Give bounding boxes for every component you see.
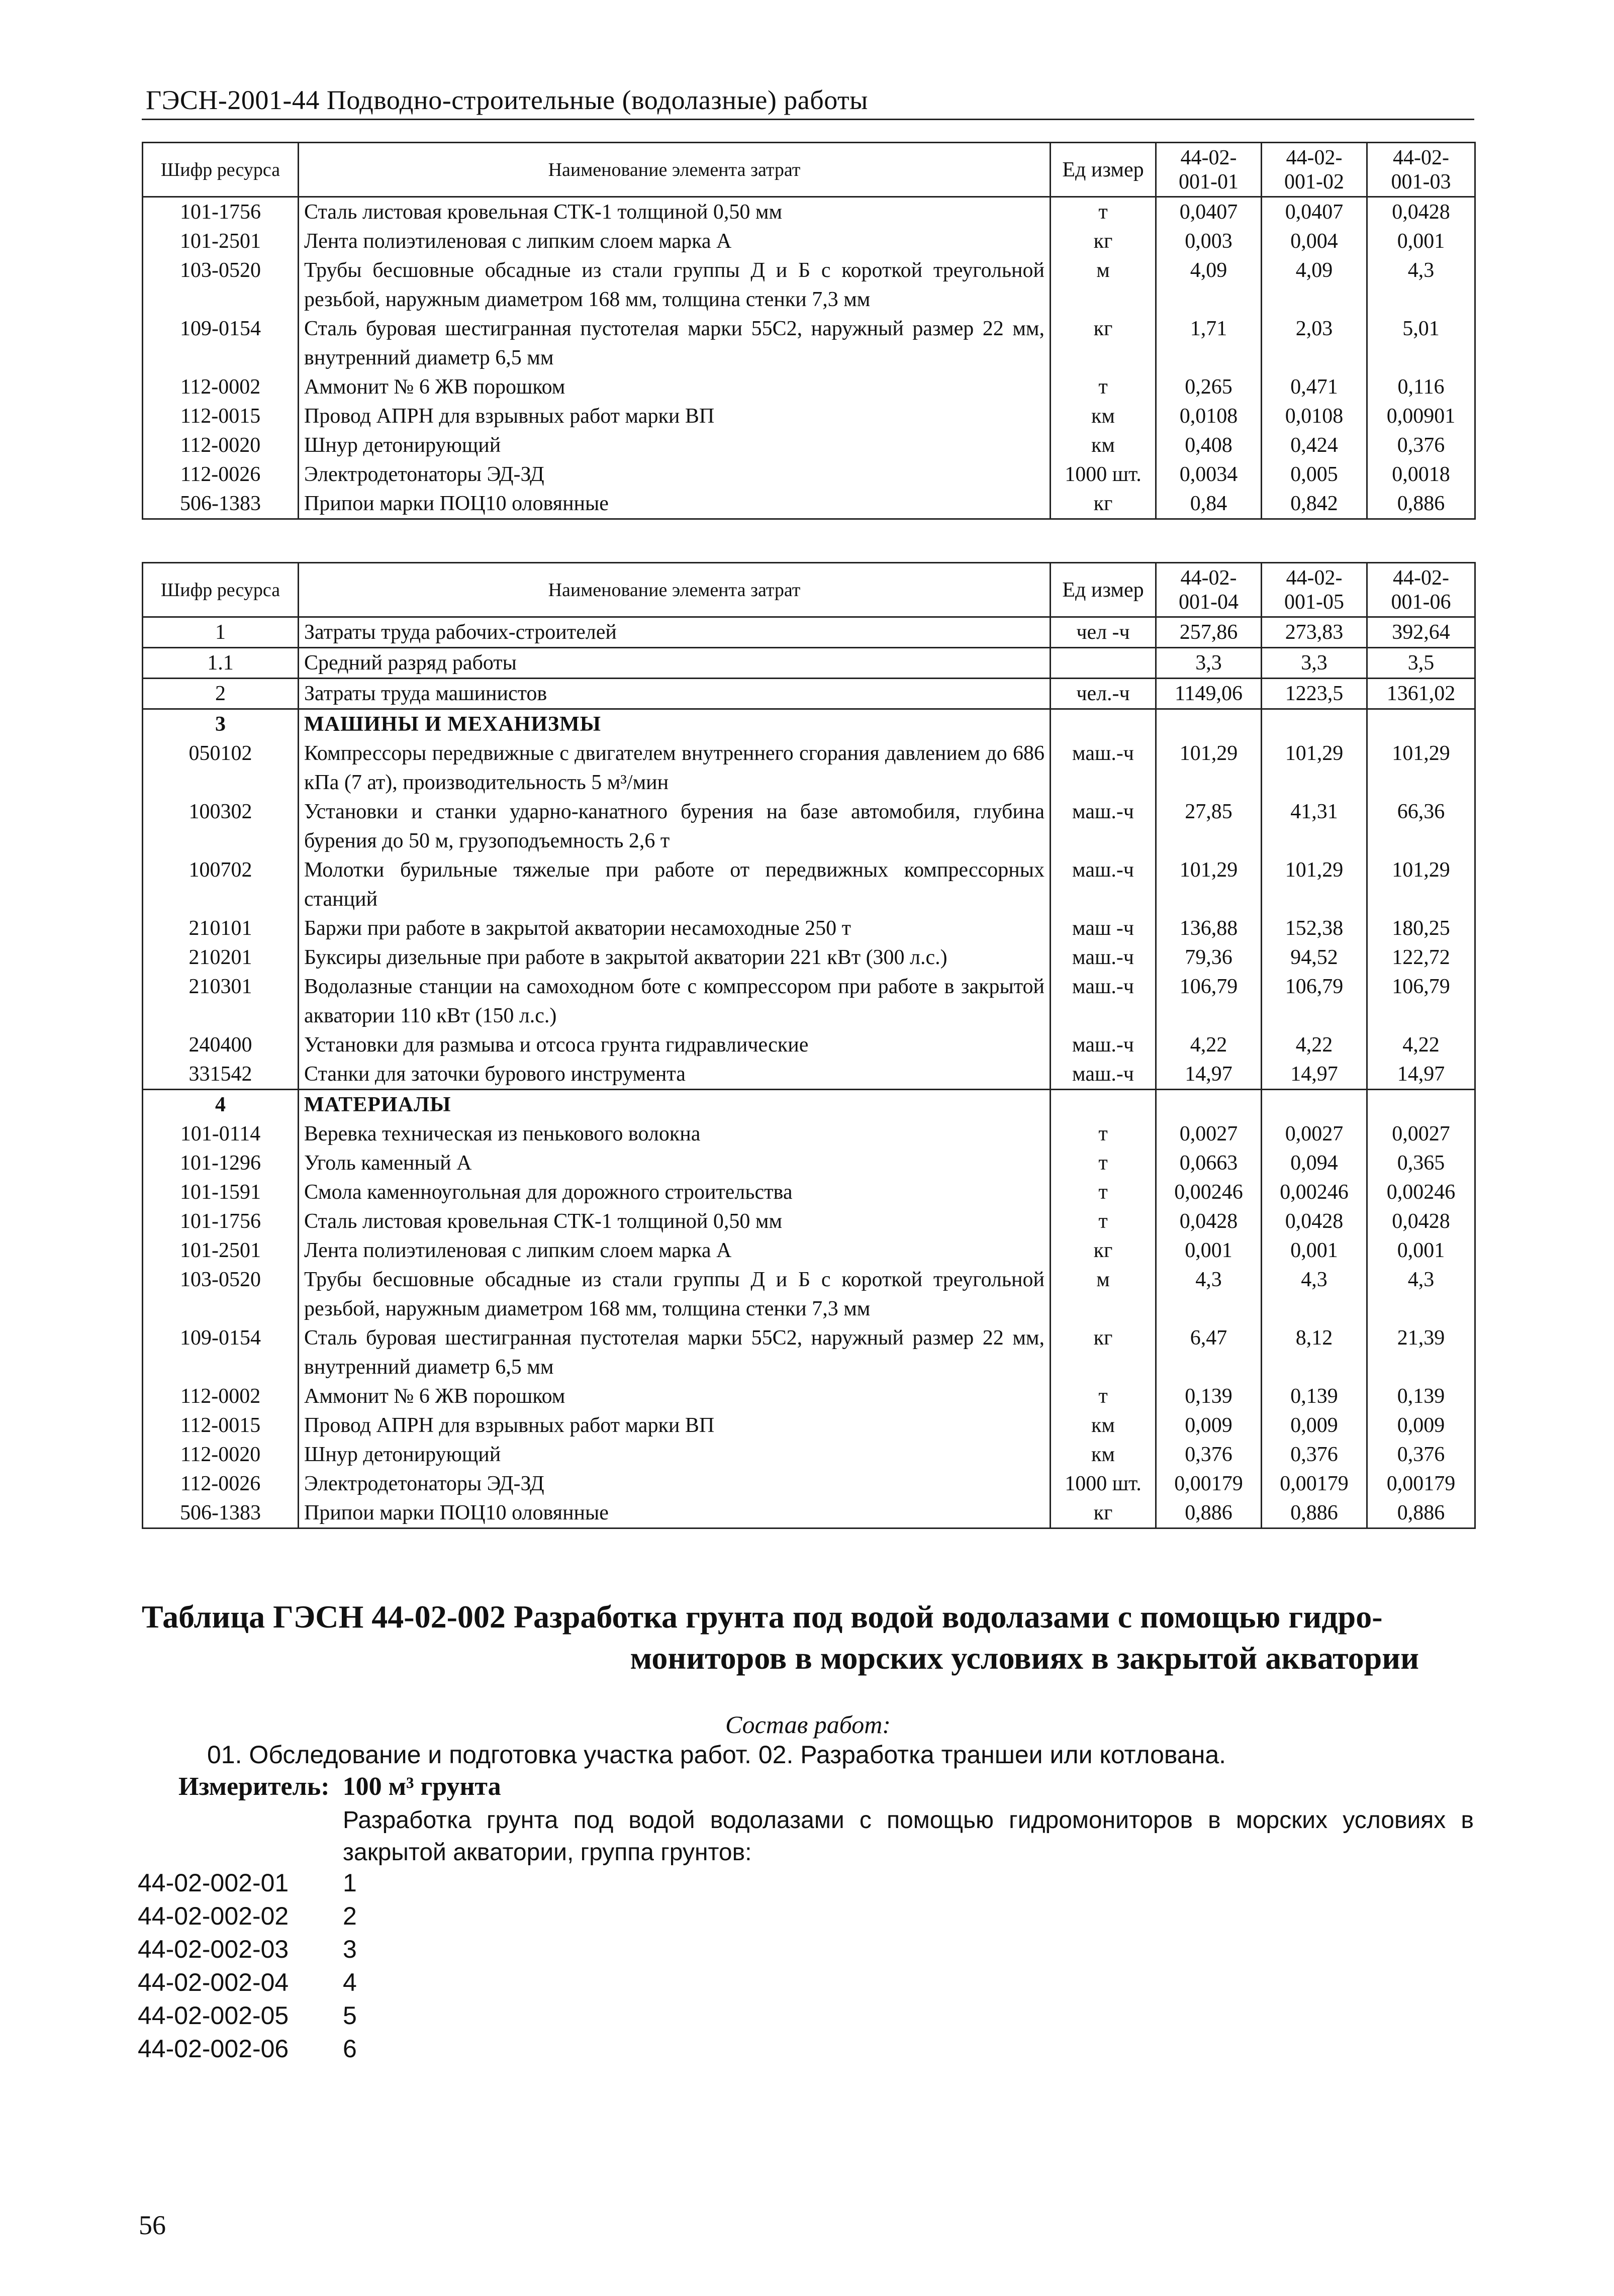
table-row bbox=[143, 372, 1475, 402]
table-row bbox=[143, 1207, 1475, 1236]
resource-value: 0,365 bbox=[1367, 1149, 1475, 1178]
resource-value: 0,0027 bbox=[1156, 1119, 1262, 1149]
resource-value: 0,886 bbox=[1156, 1498, 1262, 1528]
resource-unit: т bbox=[1051, 372, 1156, 402]
resource-unit: кг bbox=[1051, 489, 1156, 519]
resource-name: Трубы бесшовные обсадные из стали группы Д и Б с короткой треугольной резьбой, наружным диаметром 168 мм, толщина стенки 7,3 мм bbox=[299, 1265, 1051, 1323]
resource-code: 1.1 bbox=[143, 648, 299, 679]
resource-value: 106,79 bbox=[1262, 972, 1367, 1030]
resource-table-2 bbox=[142, 562, 1476, 1529]
resource-code: 331542 bbox=[143, 1060, 299, 1090]
table-row bbox=[143, 402, 1475, 431]
resource-value: 3,3 bbox=[1262, 648, 1367, 679]
table-row bbox=[143, 1498, 1475, 1528]
resource-value: 0,094 bbox=[1262, 1149, 1367, 1178]
resource-unit: т bbox=[1051, 1178, 1156, 1207]
resource-value: 0,0428 bbox=[1262, 1207, 1367, 1236]
norm-group: 3 bbox=[343, 1935, 357, 1963]
resource-code: 112-0002 bbox=[143, 1382, 299, 1411]
resource-code: 103-0520 bbox=[143, 1265, 299, 1323]
page-header-title: ГЭСН-2001-44 Подводно-строительные (водолазные) работы bbox=[146, 85, 868, 115]
norm-group: 4 bbox=[343, 1968, 357, 1996]
resource-code: 1 bbox=[143, 617, 299, 648]
norm-row bbox=[138, 1933, 357, 1966]
resource-unit: т bbox=[1051, 1382, 1156, 1411]
resource-value: 0,0018 bbox=[1367, 460, 1475, 489]
table-row bbox=[143, 227, 1475, 256]
resource-unit: маш.-ч bbox=[1051, 1030, 1156, 1060]
norm-row bbox=[138, 1866, 357, 1899]
resource-unit: т bbox=[1051, 1149, 1156, 1178]
resource-code: 3 bbox=[143, 709, 299, 739]
col-header-norm: 44-02- 001-05 bbox=[1262, 563, 1367, 617]
resource-code: 109-0154 bbox=[143, 314, 299, 372]
resource-value: 0,139 bbox=[1156, 1382, 1262, 1411]
resource-value: 21,39 bbox=[1367, 1323, 1475, 1382]
header-rule bbox=[142, 119, 1474, 120]
resource-name: Лента полиэтиленовая с липким слоем марка А bbox=[299, 1236, 1051, 1265]
resource-value: 4,3 bbox=[1367, 1265, 1475, 1323]
resource-value: 0,0108 bbox=[1156, 402, 1262, 431]
norm-code: 44-02-002-06 bbox=[138, 2035, 289, 2063]
table-row bbox=[143, 648, 1475, 679]
resource-value: 6,47 bbox=[1156, 1323, 1262, 1382]
resource-value: 4,3 bbox=[1367, 256, 1475, 314]
resource-name: Компрессоры передвижные с двигателем внутреннего сгорания давлением до 686 кПа (7 ат), производительность 5 м³/мин bbox=[299, 739, 1051, 797]
resource-value: 0,001 bbox=[1262, 1236, 1367, 1265]
resource-value: 14,97 bbox=[1262, 1060, 1367, 1090]
resource-value: 4,3 bbox=[1156, 1265, 1262, 1323]
table-row bbox=[143, 489, 1475, 519]
resource-name: Молотки бурильные тяжелые при работе от передвижных компрессорных станций bbox=[299, 855, 1051, 914]
resource-value: 0,0428 bbox=[1367, 1207, 1475, 1236]
resource-value: 392,64 bbox=[1367, 617, 1475, 648]
resource-value: 3,5 bbox=[1367, 648, 1475, 679]
resource-code: 112-0015 bbox=[143, 402, 299, 431]
resource-value: 0,009 bbox=[1262, 1411, 1367, 1440]
resource-unit: т bbox=[1051, 1119, 1156, 1149]
resource-code: 103-0520 bbox=[143, 256, 299, 314]
resource-value: 0,004 bbox=[1262, 227, 1367, 256]
col-header-norm: 44-02- 001-01 bbox=[1156, 143, 1262, 197]
resource-value: 122,72 bbox=[1367, 943, 1475, 972]
resource-value: 0,84 bbox=[1156, 489, 1262, 519]
resource-value: 14,97 bbox=[1156, 1060, 1262, 1090]
table-row bbox=[143, 256, 1475, 314]
resource-value: 0,842 bbox=[1262, 489, 1367, 519]
resource-value: 0,00246 bbox=[1156, 1178, 1262, 1207]
norm-row bbox=[138, 2032, 357, 2065]
resource-name: Водолазные станции на самоходном боте с компрессором при работе в закрытой акватории 110 кВт (150 л.с.) bbox=[299, 972, 1051, 1030]
resource-unit bbox=[1051, 1090, 1156, 1120]
section-title-line1: Таблица ГЭСН 44-02-002 Разработка грунта под водой водолазами с помощью гидро- bbox=[142, 1599, 1383, 1635]
resource-code: 506-1383 bbox=[143, 1498, 299, 1528]
norm-code: 44-02-002-05 bbox=[138, 2001, 289, 2030]
resource-name: Веревка техническая из пенькового волокна bbox=[299, 1119, 1051, 1149]
resource-unit: 1000 шт. bbox=[1051, 1469, 1156, 1498]
measure-value: 100 м³ грунта bbox=[342, 1772, 501, 1801]
table-row bbox=[143, 1030, 1475, 1060]
resource-name: Буксиры дизельные при работе в закрытой акватории 221 кВт (300 л.с.) bbox=[299, 943, 1051, 972]
table-row bbox=[143, 197, 1475, 227]
table-row bbox=[143, 1469, 1475, 1498]
table-row bbox=[143, 314, 1475, 372]
resource-code: 112-0020 bbox=[143, 1440, 299, 1469]
resource-unit: маш.-ч bbox=[1051, 1060, 1156, 1090]
resource-value: 0,0027 bbox=[1262, 1119, 1367, 1149]
norm-code: 44-02-002-03 bbox=[138, 1935, 289, 1963]
resource-name: Провод АПРН для взрывных работ марки ВП bbox=[299, 1411, 1051, 1440]
resource-value: 0,116 bbox=[1367, 372, 1475, 402]
resource-name: МАШИНЫ И МЕХАНИЗМЫ bbox=[299, 709, 1051, 739]
resource-unit: маш.-ч bbox=[1051, 972, 1156, 1030]
resource-code: 101-2501 bbox=[143, 1236, 299, 1265]
resource-value: 0,886 bbox=[1367, 489, 1475, 519]
resource-code: 210201 bbox=[143, 943, 299, 972]
resource-name: Сталь буровая шестигранная пустотелая марки 55С2, наружный размер 22 мм, внутренний диаметр 6,5 мм bbox=[299, 1323, 1051, 1382]
resource-unit bbox=[1051, 648, 1156, 679]
norm-group: 5 bbox=[343, 2001, 357, 2030]
resource-name: Установки для размыва и отсоса грунта гидравлические bbox=[299, 1030, 1051, 1060]
resource-value: 0,471 bbox=[1262, 372, 1367, 402]
resource-value: 0,0407 bbox=[1156, 197, 1262, 227]
resource-code: 100702 bbox=[143, 855, 299, 914]
resource-value: 0,424 bbox=[1262, 431, 1367, 460]
resource-code: 101-2501 bbox=[143, 227, 299, 256]
resource-value: 4,09 bbox=[1262, 256, 1367, 314]
resource-unit: маш.-ч bbox=[1051, 855, 1156, 914]
resource-value: 0,00246 bbox=[1262, 1178, 1367, 1207]
table-row bbox=[143, 1060, 1475, 1090]
resource-code: 112-0002 bbox=[143, 372, 299, 402]
page-number: 56 bbox=[139, 2210, 166, 2240]
table-row bbox=[143, 1411, 1475, 1440]
resource-value: 273,83 bbox=[1262, 617, 1367, 648]
resource-value: 4,22 bbox=[1262, 1030, 1367, 1060]
table-row bbox=[143, 1323, 1475, 1382]
resource-name: Средний разряд работы bbox=[299, 648, 1051, 679]
resource-value: 0,0108 bbox=[1262, 402, 1367, 431]
table-row bbox=[143, 855, 1475, 914]
resource-name: Электродетонаторы ЭД-ЗД bbox=[299, 1469, 1051, 1498]
resource-value: 0,886 bbox=[1262, 1498, 1367, 1528]
resource-unit: кг bbox=[1051, 1323, 1156, 1382]
resource-name: Электродетонаторы ЭД-ЗД bbox=[299, 460, 1051, 489]
table-row bbox=[143, 1090, 1475, 1120]
table-row bbox=[143, 797, 1475, 855]
resource-name: Припои марки ПОЦ10 оловянные bbox=[299, 1498, 1051, 1528]
col-header-norm: 44-02- 001-03 bbox=[1367, 143, 1475, 197]
resource-code: 101-1756 bbox=[143, 197, 299, 227]
resource-name: Уголь каменный А bbox=[299, 1149, 1051, 1178]
resource-name: Припои марки ПОЦ10 оловянные bbox=[299, 489, 1051, 519]
resource-value: 0,0407 bbox=[1262, 197, 1367, 227]
resource-code: 210301 bbox=[143, 972, 299, 1030]
col-header-unit: Ед измер bbox=[1051, 563, 1156, 617]
resource-value: 1223,5 bbox=[1262, 679, 1367, 709]
resource-code: 506-1383 bbox=[143, 489, 299, 519]
resource-unit bbox=[1051, 709, 1156, 739]
resource-value: 0,00901 bbox=[1367, 402, 1475, 431]
resource-unit: 1000 шт. bbox=[1051, 460, 1156, 489]
resource-value: 0,139 bbox=[1367, 1382, 1475, 1411]
measure-label: Измеритель: bbox=[178, 1772, 330, 1801]
resource-unit: чел.-ч bbox=[1051, 679, 1156, 709]
resource-name: Шнур детонирующий bbox=[299, 431, 1051, 460]
resource-value: 4,22 bbox=[1156, 1030, 1262, 1060]
resource-value: 0,0027 bbox=[1367, 1119, 1475, 1149]
resource-value: 0,001 bbox=[1367, 227, 1475, 256]
resource-unit: км bbox=[1051, 402, 1156, 431]
resource-unit: кг bbox=[1051, 1236, 1156, 1265]
resource-value: 136,88 bbox=[1156, 914, 1262, 943]
resource-code: 2 bbox=[143, 679, 299, 709]
resource-code: 101-0114 bbox=[143, 1119, 299, 1149]
resource-value: 0,408 bbox=[1156, 431, 1262, 460]
resource-name: Установки и станки ударно-канатного бурения на базе автомобиля, глубина бурения до 50 м, грузоподъемность 2,6 т bbox=[299, 797, 1051, 855]
resource-value: 0,009 bbox=[1367, 1411, 1475, 1440]
col-header-code: Шифр ресурса bbox=[143, 143, 299, 197]
resource-value bbox=[1262, 1090, 1367, 1120]
resource-code: 112-0015 bbox=[143, 1411, 299, 1440]
resource-name: Трубы бесшовные обсадные из стали группы Д и Б с короткой треугольной резьбой, наружным диаметром 168 мм, толщина стенки 7,3 мм bbox=[299, 256, 1051, 314]
table-row bbox=[143, 972, 1475, 1030]
resource-value: 0,886 bbox=[1367, 1498, 1475, 1528]
resource-value: 79,36 bbox=[1156, 943, 1262, 972]
composition-text: 01. Обследование и подготовка участка работ. 02. Разработка траншеи или котлована. bbox=[207, 1741, 1226, 1769]
table-row bbox=[143, 914, 1475, 943]
resource-value: 0,0663 bbox=[1156, 1149, 1262, 1178]
resource-value: 0,001 bbox=[1367, 1236, 1475, 1265]
resource-value: 14,97 bbox=[1367, 1060, 1475, 1090]
table-row bbox=[143, 1382, 1475, 1411]
resource-unit: т bbox=[1051, 1207, 1156, 1236]
resource-value: 0,376 bbox=[1262, 1440, 1367, 1469]
table-row bbox=[143, 739, 1475, 797]
resource-value: 4,22 bbox=[1367, 1030, 1475, 1060]
resource-value: 27,85 bbox=[1156, 797, 1262, 855]
resource-name: Аммонит № 6 ЖВ порошком bbox=[299, 372, 1051, 402]
col-header-norm: 44-02- 001-06 bbox=[1367, 563, 1475, 617]
resource-unit: кг bbox=[1051, 314, 1156, 372]
col-header-name: Наименование элемента затрат bbox=[299, 143, 1051, 197]
resource-value bbox=[1367, 1090, 1475, 1120]
resource-value: 0,0034 bbox=[1156, 460, 1262, 489]
resource-value: 3,3 bbox=[1156, 648, 1262, 679]
table-row bbox=[143, 1265, 1475, 1323]
col-header-code: Шифр ресурса bbox=[143, 563, 299, 617]
resource-value: 180,25 bbox=[1367, 914, 1475, 943]
resource-value bbox=[1156, 1090, 1262, 1120]
resource-value: 152,38 bbox=[1262, 914, 1367, 943]
resource-value: 66,36 bbox=[1367, 797, 1475, 855]
resource-value: 101,29 bbox=[1262, 739, 1367, 797]
resource-name: Аммонит № 6 ЖВ порошком bbox=[299, 1382, 1051, 1411]
resource-name: Затраты труда машинистов bbox=[299, 679, 1051, 709]
resource-value: 101,29 bbox=[1156, 855, 1262, 914]
resource-code: 240400 bbox=[143, 1030, 299, 1060]
col-header-unit: Ед измер bbox=[1051, 143, 1156, 197]
norm-code: 44-02-002-02 bbox=[138, 1902, 289, 1930]
resource-code: 100302 bbox=[143, 797, 299, 855]
resource-value: 2,03 bbox=[1262, 314, 1367, 372]
table-row bbox=[143, 1440, 1475, 1469]
resource-code: 4 bbox=[143, 1090, 299, 1120]
resource-value: 101,29 bbox=[1367, 739, 1475, 797]
table-row bbox=[143, 709, 1475, 739]
resource-table-1 bbox=[142, 142, 1476, 520]
resource-value: 0,139 bbox=[1262, 1382, 1367, 1411]
resource-value: 0,00179 bbox=[1262, 1469, 1367, 1498]
resource-value: 0,0428 bbox=[1156, 1207, 1262, 1236]
resource-value: 106,79 bbox=[1367, 972, 1475, 1030]
col-header-norm: 44-02- 001-04 bbox=[1156, 563, 1262, 617]
col-header-name: Наименование элемента затрат bbox=[299, 563, 1051, 617]
resource-unit: м bbox=[1051, 256, 1156, 314]
resource-unit: чел -ч bbox=[1051, 617, 1156, 648]
resource-name: Лента полиэтиленовая с липким слоем марка А bbox=[299, 227, 1051, 256]
resource-unit: кг bbox=[1051, 1498, 1156, 1528]
resource-name: Провод АПРН для взрывных работ марки ВП bbox=[299, 402, 1051, 431]
table-row bbox=[143, 617, 1475, 648]
resource-value: 101,29 bbox=[1156, 739, 1262, 797]
resource-value: 101,29 bbox=[1367, 855, 1475, 914]
resource-value: 0,009 bbox=[1156, 1411, 1262, 1440]
resource-name: МАТЕРИАЛЫ bbox=[299, 1090, 1051, 1120]
norm-group: 6 bbox=[343, 2035, 357, 2063]
resource-value: 0,376 bbox=[1367, 1440, 1475, 1469]
resource-value: 8,12 bbox=[1262, 1323, 1367, 1382]
table-row bbox=[143, 1119, 1475, 1149]
resource-code: 050102 bbox=[143, 739, 299, 797]
table-row bbox=[143, 431, 1475, 460]
resource-unit: км bbox=[1051, 431, 1156, 460]
resource-value: 0,265 bbox=[1156, 372, 1262, 402]
resource-value: 0,00179 bbox=[1156, 1469, 1262, 1498]
resource-value bbox=[1367, 709, 1475, 739]
resource-name: Затраты труда рабочих-строителей bbox=[299, 617, 1051, 648]
resource-name: Шнур детонирующий bbox=[299, 1440, 1051, 1469]
measure-line bbox=[178, 1772, 501, 1801]
resource-code: 109-0154 bbox=[143, 1323, 299, 1382]
norm-row bbox=[138, 1899, 357, 1933]
resource-value: 4,3 bbox=[1262, 1265, 1367, 1323]
resource-unit: маш -ч bbox=[1051, 914, 1156, 943]
resource-value bbox=[1262, 709, 1367, 739]
table-row bbox=[143, 460, 1475, 489]
resource-code: 112-0026 bbox=[143, 1469, 299, 1498]
resource-value: 0,003 bbox=[1156, 227, 1262, 256]
norm-group: 2 bbox=[343, 1902, 357, 1930]
resource-value: 0,001 bbox=[1156, 1236, 1262, 1265]
norm-row bbox=[138, 1966, 357, 1999]
resource-code: 101-1591 bbox=[143, 1178, 299, 1207]
resource-name: Баржи при работе в закрытой акватории несамоходные 250 т bbox=[299, 914, 1051, 943]
norm-group: 1 bbox=[343, 1869, 357, 1897]
norm-list bbox=[138, 1866, 357, 2065]
resource-unit: маш.-ч bbox=[1051, 797, 1156, 855]
norm-code: 44-02-002-01 bbox=[138, 1869, 289, 1897]
resource-code: 101-1756 bbox=[143, 1207, 299, 1236]
resource-value: 1,71 bbox=[1156, 314, 1262, 372]
resource-value: 5,01 bbox=[1367, 314, 1475, 372]
table-row bbox=[143, 943, 1475, 972]
col-header-norm: 44-02- 001-02 bbox=[1262, 143, 1367, 197]
resource-value: 41,31 bbox=[1262, 797, 1367, 855]
resource-value: 257,86 bbox=[1156, 617, 1262, 648]
resource-value: 0,0428 bbox=[1367, 197, 1475, 227]
resource-value: 0,005 bbox=[1262, 460, 1367, 489]
resource-unit: кг bbox=[1051, 227, 1156, 256]
resource-unit: км bbox=[1051, 1411, 1156, 1440]
resource-unit: м bbox=[1051, 1265, 1156, 1323]
resource-code: 112-0020 bbox=[143, 431, 299, 460]
resource-unit: т bbox=[1051, 197, 1156, 227]
resource-name: Станки для заточки бурового инструмента bbox=[299, 1060, 1051, 1090]
resource-value: 0,00179 bbox=[1367, 1469, 1475, 1498]
resource-value: 4,09 bbox=[1156, 256, 1262, 314]
resource-value bbox=[1156, 709, 1262, 739]
resource-value: 101,29 bbox=[1262, 855, 1367, 914]
table-row bbox=[143, 1178, 1475, 1207]
resource-unit: маш.-ч bbox=[1051, 739, 1156, 797]
table-row bbox=[143, 679, 1475, 709]
resource-value: 0,00246 bbox=[1367, 1178, 1475, 1207]
resource-name: Сталь буровая шестигранная пустотелая марки 55С2, наружный размер 22 мм, внутренний диаметр 6,5 мм bbox=[299, 314, 1051, 372]
resource-name: Смола каменноугольная для дорожного строительства bbox=[299, 1178, 1051, 1207]
section-title-line2: мониторов в морских условиях в закрытой акватории bbox=[630, 1640, 1419, 1676]
resource-unit: км bbox=[1051, 1440, 1156, 1469]
norm-row bbox=[138, 1999, 357, 2032]
table-row bbox=[143, 1149, 1475, 1178]
resource-value: 106,79 bbox=[1156, 972, 1262, 1030]
table-row bbox=[143, 1236, 1475, 1265]
norm-description: Разработка грунта под водой водолазами с помощью гидромониторов в морских условиях в закрытой акватории, группа грунтов: bbox=[343, 1807, 1474, 1866]
resource-name: Сталь листовая кровельная СТК-1 толщиной 0,50 мм bbox=[299, 197, 1051, 227]
resource-value: 0,376 bbox=[1367, 431, 1475, 460]
resource-value: 0,376 bbox=[1156, 1440, 1262, 1469]
composition-heading: Состав работ: bbox=[725, 1710, 891, 1739]
norm-code: 44-02-002-04 bbox=[138, 1968, 289, 1996]
resource-code: 210101 bbox=[143, 914, 299, 943]
resource-code: 112-0026 bbox=[143, 460, 299, 489]
resource-unit: маш.-ч bbox=[1051, 943, 1156, 972]
resource-value: 94,52 bbox=[1262, 943, 1367, 972]
resource-name: Сталь листовая кровельная СТК-1 толщиной 0,50 мм bbox=[299, 1207, 1051, 1236]
resource-value: 1149,06 bbox=[1156, 679, 1262, 709]
resource-value: 1361,02 bbox=[1367, 679, 1475, 709]
resource-code: 101-1296 bbox=[143, 1149, 299, 1178]
